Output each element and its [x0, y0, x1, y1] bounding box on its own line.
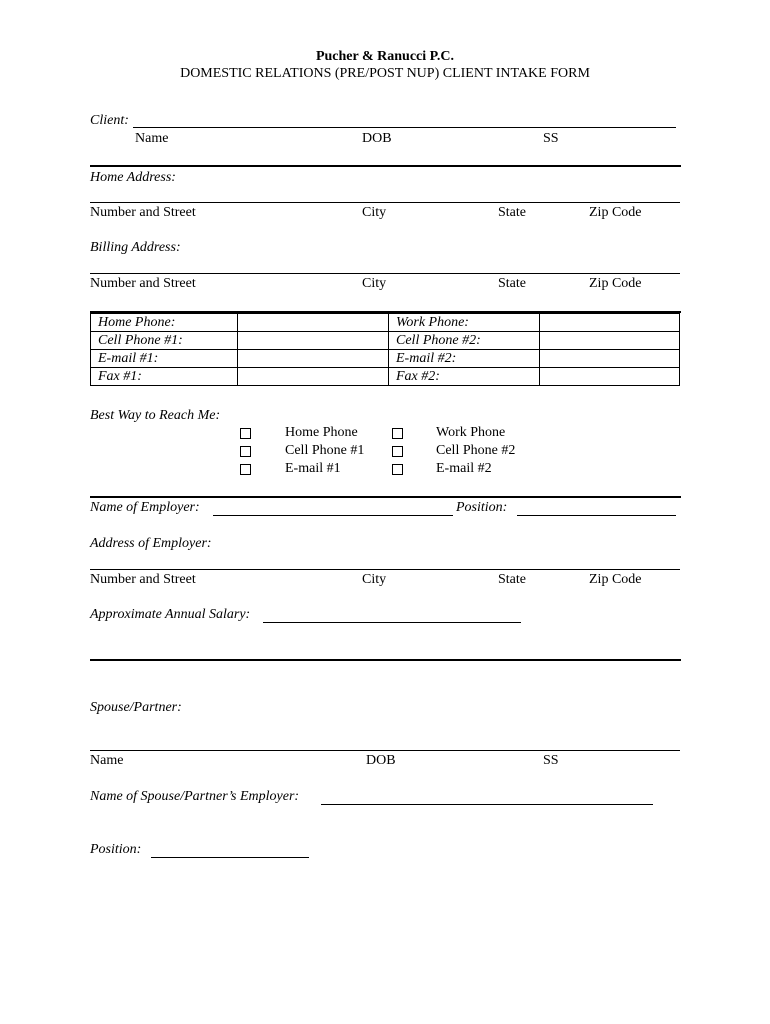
employer-city-label: City: [362, 572, 387, 587]
spouse-dob-label: DOB: [366, 753, 396, 768]
cell-phone-2-field[interactable]: [540, 332, 680, 350]
spouse-label: Spouse/Partner:: [90, 700, 182, 715]
spouse-employer-label: Name of Spouse/Partner’s Employer:: [90, 789, 300, 804]
billing-city-label: City: [362, 276, 387, 291]
fax-1-label: Fax #1:: [91, 368, 238, 386]
email-2-field[interactable]: [540, 350, 680, 368]
employer-address-input-line[interactable]: [90, 569, 680, 570]
fax-1-field[interactable]: [238, 368, 389, 386]
spouse-ss-label: SS: [543, 753, 559, 768]
client-dob-label: DOB: [362, 131, 392, 146]
table-row: [91, 332, 680, 350]
employer-street-label: Number and Street: [90, 572, 196, 587]
email-1-label: E-mail #1:: [91, 350, 238, 368]
table-row: [91, 314, 680, 332]
email-1-field[interactable]: [238, 350, 389, 368]
email-1-checkbox[interactable]: [240, 464, 251, 475]
firm-name: Pucher & Ranucci P.C.: [315, 49, 455, 64]
spouse-input-line[interactable]: [90, 750, 680, 751]
section-divider: [90, 496, 681, 498]
client-ss-label: SS: [543, 131, 559, 146]
work-phone-field[interactable]: [540, 314, 680, 332]
spouse-position-input-line[interactable]: [151, 857, 309, 858]
work-phone-checkbox[interactable]: [392, 428, 403, 439]
contact-table: [90, 313, 680, 386]
spouse-name-label: Name: [90, 753, 124, 768]
fax-2-label: Fax #2:: [389, 368, 540, 386]
section-divider: [90, 165, 681, 167]
home-address-input-line[interactable]: [90, 202, 680, 203]
employer-address-label: Address of Employer:: [90, 536, 212, 551]
work-phone-label: Work Phone:: [389, 314, 540, 332]
table-row: [91, 350, 680, 368]
cell-phone-2-checkbox[interactable]: [392, 446, 403, 457]
home-state-label: State: [498, 205, 526, 220]
home-phone-label: Home Phone:: [91, 314, 238, 332]
employer-name-label: Name of Employer:: [90, 500, 200, 515]
home-phone-checkbox[interactable]: [240, 428, 251, 439]
email-2-label: E-mail #2:: [389, 350, 540, 368]
cell-phone-2-option-label: Cell Phone #2: [436, 443, 516, 458]
salary-input-line[interactable]: [263, 622, 521, 623]
spouse-employer-input-line[interactable]: [321, 804, 653, 805]
employer-position-input-line[interactable]: [517, 515, 676, 516]
client-name-label: Name: [135, 131, 169, 146]
work-phone-option-label: Work Phone: [436, 425, 506, 440]
section-divider: [90, 659, 681, 661]
billing-street-label: Number and Street: [90, 276, 196, 291]
cell-phone-1-option-label: Cell Phone #1: [285, 443, 365, 458]
employer-position-label: Position:: [456, 500, 508, 515]
client-label: Client:: [90, 113, 129, 128]
cell-phone-2-label: Cell Phone #2:: [389, 332, 540, 350]
cell-phone-1-checkbox[interactable]: [240, 446, 251, 457]
billing-address-label: Billing Address:: [90, 240, 181, 255]
salary-label: Approximate Annual Salary:: [90, 607, 251, 622]
billing-address-input-line[interactable]: [90, 273, 680, 274]
reach-label: Best Way to Reach Me:: [90, 408, 221, 423]
billing-zip-label: Zip Code: [589, 276, 642, 291]
home-address-label: Home Address:: [90, 170, 176, 185]
billing-state-label: State: [498, 276, 526, 291]
email-1-option-label: E-mail #1: [285, 461, 341, 476]
fax-2-field[interactable]: [540, 368, 680, 386]
home-street-label: Number and Street: [90, 205, 196, 220]
home-phone-field[interactable]: [238, 314, 389, 332]
table-row: [91, 368, 680, 386]
home-zip-label: Zip Code: [589, 205, 642, 220]
employer-state-label: State: [498, 572, 526, 587]
client-input-line[interactable]: [133, 127, 676, 128]
email-2-checkbox[interactable]: [392, 464, 403, 475]
email-2-option-label: E-mail #2: [436, 461, 492, 476]
home-city-label: City: [362, 205, 387, 220]
home-phone-option-label: Home Phone: [285, 425, 358, 440]
employer-name-input-line[interactable]: [213, 515, 453, 516]
form-title: DOMESTIC RELATIONS (PRE/POST NUP) CLIENT INTAKE FORM: [180, 66, 590, 81]
cell-phone-1-field[interactable]: [238, 332, 389, 350]
spouse-position-label: Position:: [90, 842, 142, 857]
employer-zip-label: Zip Code: [589, 572, 642, 587]
cell-phone-1-label: Cell Phone #1:: [91, 332, 238, 350]
